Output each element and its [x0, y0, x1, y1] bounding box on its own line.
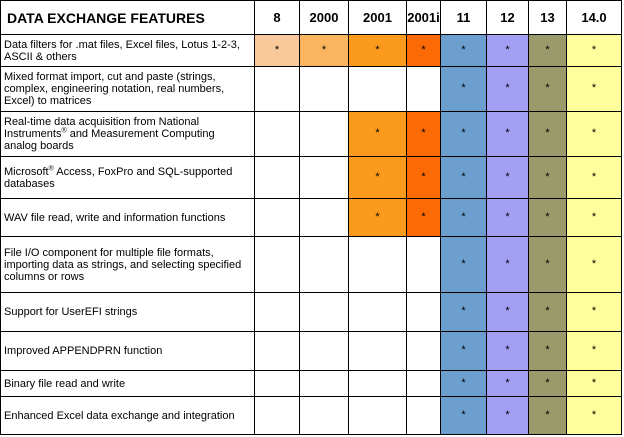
support-mark: * — [591, 210, 597, 223]
support-mark: * — [591, 170, 597, 183]
supported-cell — [487, 112, 529, 157]
support-mark: * — [545, 305, 550, 317]
supported-cell — [349, 157, 407, 199]
unsupported-cell — [407, 397, 441, 435]
supported-cell — [529, 112, 567, 157]
unsupported-cell — [349, 371, 407, 397]
supported-cell — [567, 397, 622, 435]
supported-cell — [300, 35, 349, 67]
supported-cell — [567, 112, 622, 157]
feature-row — [1, 35, 622, 67]
support-mark: * — [461, 408, 466, 421]
supported-cell — [441, 157, 487, 199]
supported-cell — [487, 35, 529, 67]
support-mark: * — [274, 43, 280, 56]
supported-cell — [407, 112, 441, 157]
feature-row — [1, 237, 622, 293]
supported-cell — [349, 112, 407, 157]
supported-cell — [529, 157, 567, 199]
supported-cell — [349, 35, 407, 67]
supported-cell — [441, 371, 487, 397]
support-mark: * — [505, 43, 510, 56]
support-mark: * — [461, 43, 466, 56]
version-header: 13 — [529, 1, 567, 35]
supported-cell — [529, 237, 567, 293]
support-mark: * — [505, 257, 510, 270]
supported-cell — [407, 35, 441, 67]
supported-cell — [487, 67, 529, 112]
support-mark: * — [321, 43, 327, 56]
support-mark: * — [421, 127, 426, 139]
support-mark: * — [591, 43, 597, 56]
supported-cell — [487, 293, 529, 332]
feature-row — [1, 293, 622, 332]
supported-cell — [441, 397, 487, 435]
feature-row — [1, 332, 622, 371]
unsupported-cell — [300, 397, 349, 435]
supported-cell — [349, 199, 407, 237]
feature-label: Enhanced Excel data exchange and integration — [1, 397, 255, 435]
supported-cell — [529, 332, 567, 371]
unsupported-cell — [349, 237, 407, 293]
support-mark: * — [461, 127, 466, 139]
support-mark: * — [591, 257, 597, 270]
support-mark: * — [461, 305, 466, 317]
support-mark: * — [375, 43, 380, 56]
header-row — [1, 1, 622, 35]
supported-cell — [487, 199, 529, 237]
supported-cell — [529, 67, 567, 112]
support-mark: * — [461, 376, 466, 389]
support-mark: * — [545, 127, 550, 139]
version-header: 12 — [487, 1, 529, 35]
support-mark: * — [545, 408, 550, 421]
feature-label: Mixed format import, cut and paste (strings, complex, engineering notation, real numbers, Excel) to matrices — [1, 67, 255, 112]
feature-label: Improved APPENDPRN function — [1, 332, 255, 371]
support-mark: * — [505, 376, 510, 389]
unsupported-cell — [407, 371, 441, 397]
feature-label: Data filters for .mat files, Excel files, Lotus 1-2-3, ASCII & others — [1, 35, 255, 67]
feature-row — [1, 397, 622, 435]
support-mark: * — [461, 170, 466, 183]
unsupported-cell — [407, 237, 441, 293]
supported-cell — [567, 293, 622, 332]
supported-cell — [441, 332, 487, 371]
supported-cell — [487, 237, 529, 293]
support-mark: * — [591, 305, 597, 317]
feature-label: Binary file read and write — [1, 371, 255, 397]
supported-cell — [487, 371, 529, 397]
support-mark: * — [461, 344, 466, 356]
version-header: 2001 — [349, 1, 407, 35]
feature-label: WAV file read, write and information functions — [1, 199, 255, 237]
supported-cell — [529, 397, 567, 435]
unsupported-cell — [255, 112, 300, 157]
version-header: 2001i — [407, 1, 441, 35]
supported-cell — [567, 237, 622, 293]
support-mark: * — [591, 344, 597, 356]
support-mark: * — [545, 376, 550, 389]
supported-cell — [441, 67, 487, 112]
support-mark: * — [505, 305, 510, 317]
supported-cell — [567, 35, 622, 67]
unsupported-cell — [300, 157, 349, 199]
feature-row — [1, 199, 622, 237]
support-mark: * — [375, 170, 380, 183]
supported-cell — [529, 371, 567, 397]
unsupported-cell — [300, 199, 349, 237]
supported-cell — [441, 112, 487, 157]
unsupported-cell — [300, 67, 349, 112]
support-mark: * — [421, 170, 426, 183]
supported-cell — [487, 157, 529, 199]
unsupported-cell — [300, 112, 349, 157]
support-mark: * — [505, 408, 510, 421]
supported-cell — [441, 237, 487, 293]
unsupported-cell — [349, 293, 407, 332]
unsupported-cell — [255, 67, 300, 112]
support-mark: * — [545, 82, 550, 94]
supported-cell — [529, 35, 567, 67]
supported-cell — [567, 199, 622, 237]
unsupported-cell — [255, 237, 300, 293]
support-mark: * — [461, 210, 466, 223]
supported-cell — [567, 157, 622, 199]
support-mark: * — [505, 170, 510, 183]
feature-row — [1, 157, 622, 199]
feature-label: Support for UserEFI strings — [1, 293, 255, 332]
supported-cell — [567, 67, 622, 112]
version-header: 8 — [255, 1, 300, 35]
feature-label: Real-time data acquisition from National Instruments® and Measurement Computing analog boards — [1, 112, 255, 157]
support-mark: * — [421, 210, 426, 223]
feature-row — [1, 371, 622, 397]
feature-column-header: DATA EXCHANGE FEATURES — [1, 1, 255, 35]
supported-cell — [255, 35, 300, 67]
support-mark: * — [545, 210, 550, 223]
version-header: 11 — [441, 1, 487, 35]
unsupported-cell — [349, 332, 407, 371]
version-header: 2000 — [300, 1, 349, 35]
supported-cell — [529, 293, 567, 332]
support-mark: * — [505, 344, 510, 356]
supported-cell — [407, 199, 441, 237]
support-mark: * — [591, 376, 597, 389]
support-mark: * — [505, 127, 510, 139]
support-mark: * — [591, 82, 597, 94]
supported-cell — [441, 293, 487, 332]
unsupported-cell — [300, 332, 349, 371]
supported-cell — [567, 332, 622, 371]
supported-cell — [487, 397, 529, 435]
support-mark: * — [591, 127, 597, 139]
version-header: 14.0 — [567, 1, 622, 35]
unsupported-cell — [255, 371, 300, 397]
unsupported-cell — [407, 332, 441, 371]
unsupported-cell — [349, 67, 407, 112]
support-mark: * — [505, 82, 510, 94]
support-mark: * — [375, 127, 380, 139]
feature-row — [1, 112, 622, 157]
supported-cell — [441, 199, 487, 237]
supported-cell — [407, 157, 441, 199]
unsupported-cell — [255, 199, 300, 237]
support-mark: * — [545, 257, 550, 270]
support-mark: * — [505, 210, 510, 223]
support-mark: * — [461, 82, 466, 94]
supported-cell — [529, 199, 567, 237]
supported-cell — [487, 332, 529, 371]
unsupported-cell — [407, 67, 441, 112]
unsupported-cell — [255, 293, 300, 332]
feature-label: File I/O component for multiple file formats, importing data as strings, and selecting specified columns or rows — [1, 237, 255, 293]
support-mark: * — [545, 344, 550, 356]
unsupported-cell — [300, 371, 349, 397]
support-mark: * — [545, 43, 550, 56]
unsupported-cell — [300, 237, 349, 293]
supported-cell — [567, 371, 622, 397]
unsupported-cell — [300, 293, 349, 332]
feature-row — [1, 67, 622, 112]
unsupported-cell — [255, 332, 300, 371]
unsupported-cell — [349, 397, 407, 435]
support-mark: * — [545, 170, 550, 183]
support-mark: * — [461, 257, 466, 270]
supported-cell — [441, 35, 487, 67]
unsupported-cell — [407, 293, 441, 332]
unsupported-cell — [255, 157, 300, 199]
support-mark: * — [375, 210, 380, 223]
unsupported-cell — [255, 397, 300, 435]
support-mark: * — [591, 408, 597, 421]
support-mark: * — [421, 43, 426, 56]
feature-label: Microsoft® Access, FoxPro and SQL-supported databases — [1, 157, 255, 199]
